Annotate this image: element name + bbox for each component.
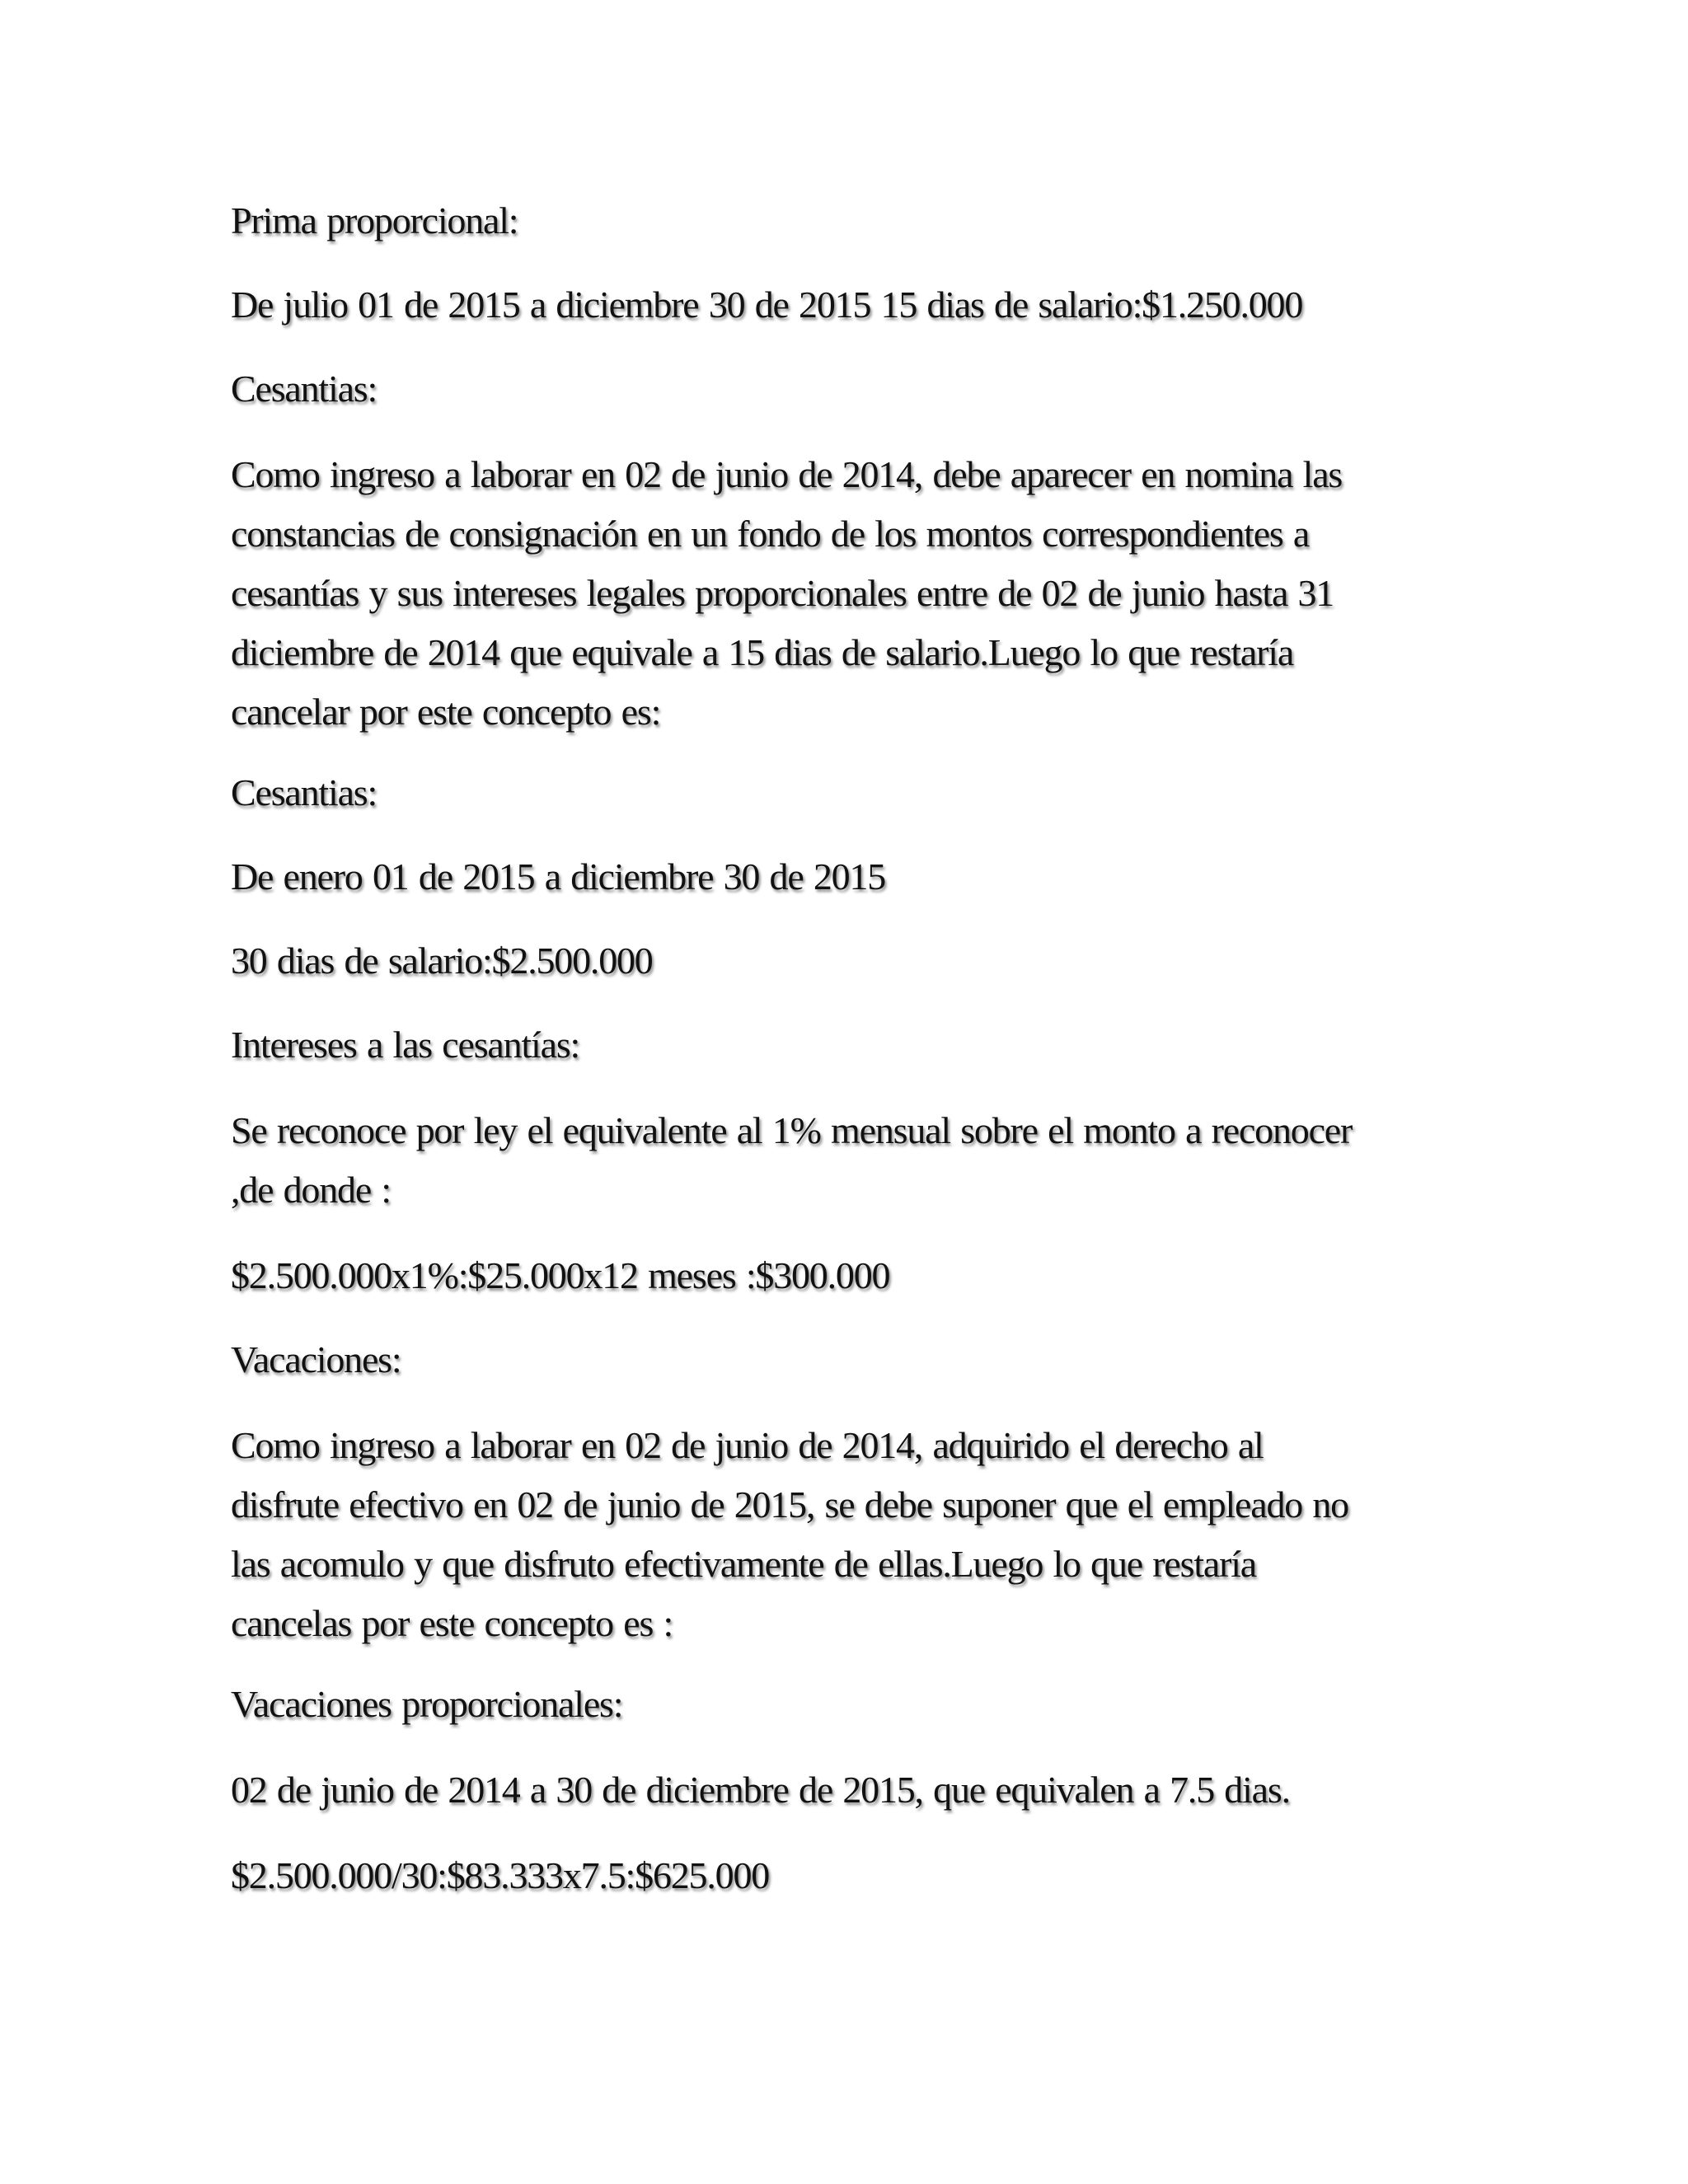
cesantias-heading: Cesantias: [231, 368, 377, 410]
prima-heading: Prima proporcional: [231, 199, 518, 241]
cesantias-period: De enero 01 de 2015 a diciembre 30 de 2015 [231, 855, 886, 898]
paragraph-line: Como ingreso a laborar en 02 de junio de 2014, adquirido el derecho al [231, 1424, 1264, 1466]
prima-line: De julio 01 de 2015 a diciembre 30 de 2015 15 dias de salario:$1.250.000 [231, 284, 1303, 326]
paragraph-line: cancelar por este concepto es: [231, 691, 661, 733]
vacaciones-proporcionales-period: 02 de junio de 2014 a 30 de diciembre de 2015, que equivalen a 7.5 dias. [231, 1769, 1290, 1811]
paragraph-line: Como ingreso a laborar en 02 de junio de 2014, debe aparecer en nomina las [231, 453, 1343, 495]
intereses-paragraph [231, 1101, 1467, 1220]
paragraph-line: cesantías y sus intereses legales proporcionales entre de 02 de junio hasta 31 [231, 572, 1334, 614]
paragraph-line: las acomulo y que disfruto efectivamente de ellas.Luego lo que restaría [231, 1543, 1257, 1585]
vacaciones-proporcionales-heading: Vacaciones proporcionales: [231, 1683, 623, 1725]
vacaciones-paragraph [231, 1416, 1467, 1653]
paragraph-line: disfrute efectivo en 02 de junio de 2015, se debe suponer que el empleado no [231, 1483, 1348, 1526]
intereses-heading: Intereses a las cesantías: [231, 1024, 580, 1066]
paragraph-line: Se reconoce por ley el equivalente al 1% mensual sobre el monto a reconocer [231, 1109, 1353, 1151]
vacaciones-heading: Vacaciones: [231, 1338, 401, 1380]
cesantias-heading-2: Cesantias: [231, 771, 377, 813]
vacaciones-proporcionales-calc: $2.500.000/30:$83.333x7.5:$625.000 [231, 1854, 770, 1896]
intereses-calc: $2.500.000x1%:$25.000x12 meses :$300.000 [231, 1254, 890, 1296]
paragraph-line: diciembre de 2014 que equivale a 15 dias de salario.Luego lo que restaría [231, 631, 1294, 673]
paragraph-line: constancias de consignación en un fondo de los montos correspondientes a [231, 513, 1310, 555]
paragraph-line: cancelas por este concepto es : [231, 1602, 673, 1644]
cesantias-paragraph [231, 445, 1467, 742]
paragraph-line: ,de donde : [231, 1169, 391, 1211]
cesantias-amount: 30 dias de salario:$2.500.000 [231, 940, 653, 982]
